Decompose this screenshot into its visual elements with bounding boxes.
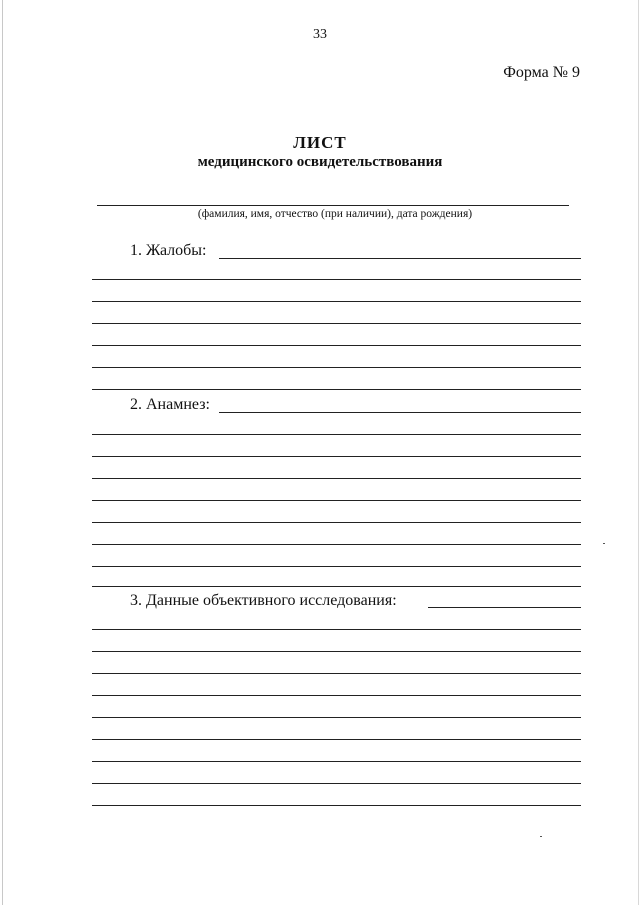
examination-rule-line[interactable] (92, 739, 581, 740)
section-anamnesis-label: 2. Анамнез: (130, 396, 210, 413)
complaints-field-line[interactable] (219, 258, 581, 259)
document-subtitle: медицинского освидетельствования (197, 154, 443, 170)
anamnesis-rule-line[interactable] (92, 566, 581, 567)
anamnesis-rule-line[interactable] (92, 586, 581, 587)
examination-field-line[interactable] (428, 607, 581, 608)
complaints-rule-line[interactable] (92, 323, 581, 324)
anamnesis-rule-line[interactable] (92, 456, 581, 457)
anamnesis-rule-line[interactable] (92, 500, 581, 501)
examination-rule-line[interactable] (92, 805, 581, 806)
complaints-rule-line[interactable] (92, 389, 581, 390)
examination-rule-line[interactable] (92, 673, 581, 674)
scan-speck (603, 543, 605, 544)
complaints-rule-line[interactable] (92, 279, 581, 280)
examination-rule-line[interactable] (92, 761, 581, 762)
name-field-line[interactable] (97, 205, 569, 206)
anamnesis-rule-line[interactable] (92, 478, 581, 479)
form-number: Форма № 9 (503, 64, 580, 81)
name-field-caption: (фамилия, имя, отчество (при наличии), дата рождения) (197, 208, 473, 220)
complaints-rule-line[interactable] (92, 301, 581, 302)
examination-rule-line[interactable] (92, 695, 581, 696)
anamnesis-field-line[interactable] (219, 412, 581, 413)
anamnesis-rule-line[interactable] (92, 522, 581, 523)
anamnesis-rule-line[interactable] (92, 544, 581, 545)
section-examination-label: 3. Данные объективного исследования: (130, 592, 397, 609)
examination-rule-line[interactable] (92, 629, 581, 630)
complaints-rule-line[interactable] (92, 345, 581, 346)
page-number: 33 (313, 27, 327, 42)
examination-rule-line[interactable] (92, 717, 581, 718)
complaints-rule-line[interactable] (92, 367, 581, 368)
examination-rule-line[interactable] (92, 783, 581, 784)
examination-rule-line[interactable] (92, 651, 581, 652)
document-title: ЛИСТ (293, 133, 347, 152)
anamnesis-rule-line[interactable] (92, 434, 581, 435)
section-complaints-label: 1. Жалобы: (130, 242, 207, 259)
scan-speck (540, 836, 542, 837)
